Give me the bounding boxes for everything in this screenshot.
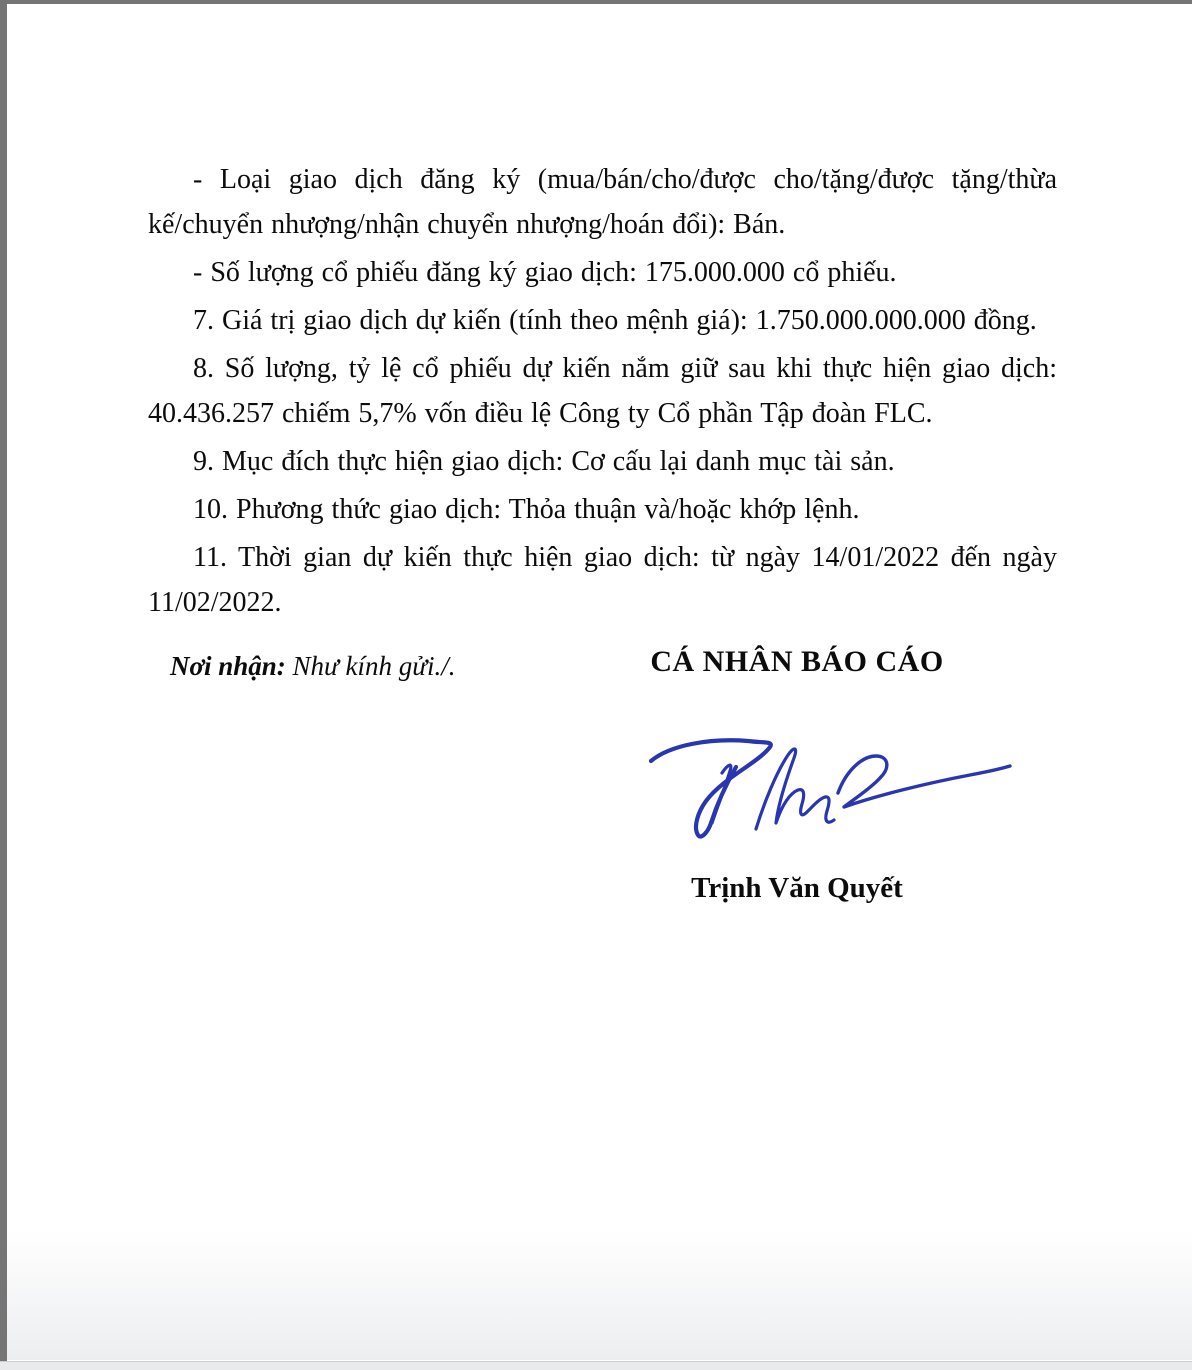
page-left-edge bbox=[0, 0, 7, 1363]
document-text-block bbox=[148, 157, 1057, 628]
recipients-label: Nơi nhận: bbox=[170, 651, 286, 681]
paragraph-10-method: 10. Phương thức giao dịch: Thỏa thuận và/hoặc khớp lệnh. bbox=[193, 494, 860, 525]
paragraph-7-transaction-value: 7. Giá trị giao dịch dự kiến (tính theo mệnh giá): 1.750.000.000.000 đồng. bbox=[193, 305, 1037, 336]
paragraph-8-shares-after: 8. Số lượng, tỷ lệ cổ phiếu dự kiến nắm giữ sau khi thực hiện giao dịch: 40.436.257 chiếm 5,7% vốn điều lệ Công ty Cổ phần Tập đoàn FLC. bbox=[148, 353, 1057, 429]
paragraph-11-timeframe: 11. Thời gian dự kiến thực hiện giao dịch: từ ngày 14/01/2022 đến ngày 11/02/2022. bbox=[148, 542, 1057, 618]
recipients-line bbox=[170, 649, 455, 683]
handwritten-signature-image bbox=[648, 733, 1018, 853]
recipients-value: Như kính gửi./. bbox=[285, 651, 456, 681]
paragraph-registered-shares: - Số lượng cổ phiếu đăng ký giao dịch: 175.000.000 cổ phiếu. bbox=[193, 257, 897, 288]
page-bottom-shadow bbox=[0, 1230, 1192, 1360]
paragraph-9-purpose: 9. Mục đích thực hiện giao dịch: Cơ cấu lại danh mục tài sản. bbox=[193, 446, 895, 477]
signatory-name: Trịnh Văn Quyết bbox=[691, 872, 903, 904]
page-top-edge bbox=[0, 0, 1192, 4]
page-bottom-edge bbox=[0, 1361, 1192, 1370]
paragraph-transaction-type: - Loại giao dịch đăng ký (mua/bán/cho/được cho/tặng/được tặng/thừa kế/chuyển nhượng/nhận chuyển nhượng/hoán đổi): Bán. bbox=[148, 164, 1057, 240]
signature-block-title: CÁ NHÂN BÁO CÁO bbox=[650, 645, 944, 678]
